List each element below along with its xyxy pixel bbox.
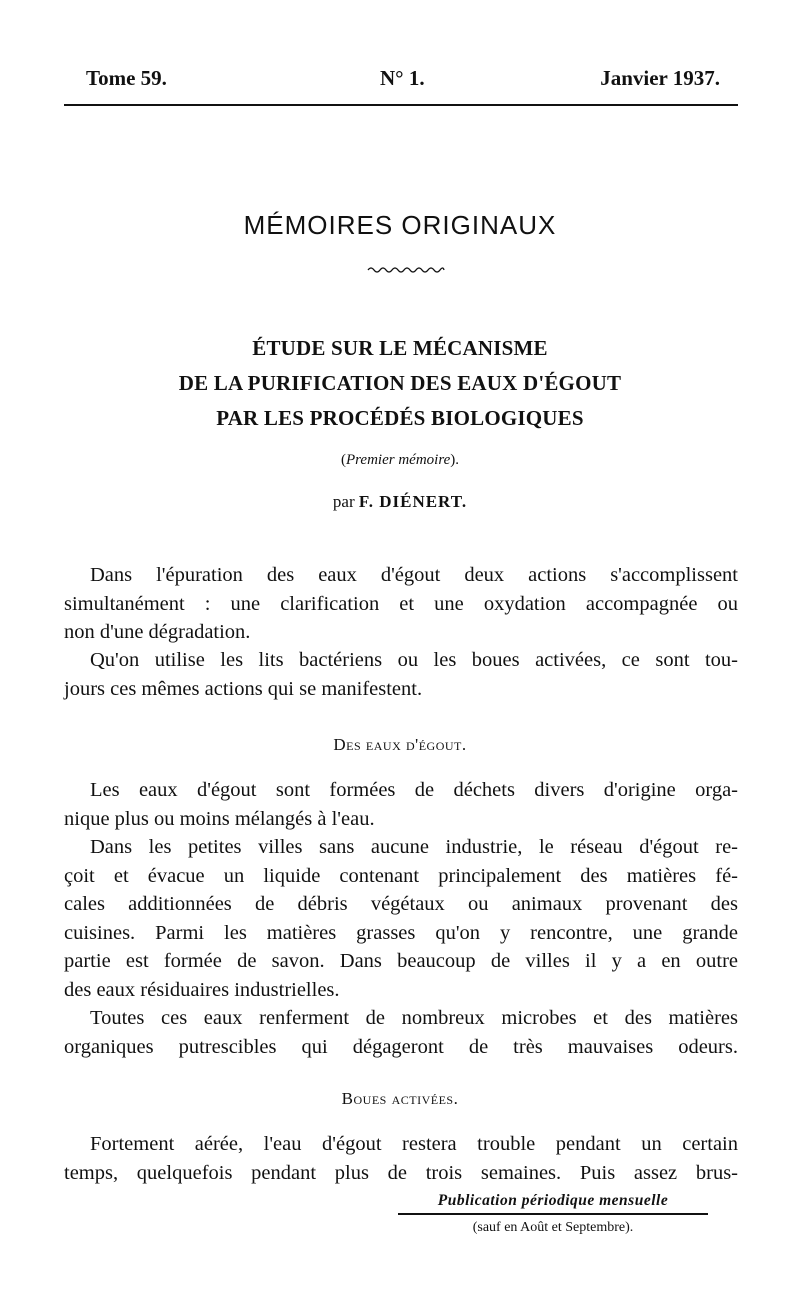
volume-label: Tome 59. (86, 66, 167, 90)
text-line: Dans les petites villes sans aucune industrie, le réseau d'égout re- (90, 836, 738, 858)
text-line: çoit et évacue un liquide contenant principalement des matières fé- (64, 864, 738, 887)
text-line: Dans l'épuration des eaux d'égout deux actions s'accomplissent (90, 564, 738, 586)
subtitle-close-paren: ). (450, 452, 460, 468)
text-line: non d'une dégradation. (64, 621, 251, 643)
text-line: Les eaux d'égout sont formées de déchets divers d'origine orga- (90, 779, 738, 801)
section-title: MÉMOIRES ORIGINAUX (243, 210, 557, 240)
publication-exception: (sauf en Août et Septembre). (472, 1220, 634, 1235)
issue-number: N° 1. (380, 66, 425, 90)
author-name: F. DIÉNERT. (358, 492, 468, 511)
text-line: cales additionnées de débris végétaux ou animaux provenant des (64, 893, 738, 915)
section2-paragraph-1 (64, 1130, 738, 1187)
text-line: temps, quelquefois pendant plus de trois semaines. Puis assez brus- (64, 1161, 738, 1184)
article-title-line-2: DE LA PURIFICATION DES EAUX D'ÉGOUT (178, 371, 622, 395)
article-subtitle (0, 452, 800, 469)
wavy-ornament (366, 264, 446, 274)
running-header (64, 66, 738, 96)
publication-note: Publication périodique mensuelle (437, 1192, 669, 1209)
issue-date: Janvier 1937. (600, 66, 720, 90)
article-title-line-1: ÉTUDE SUR LE MÉCANISME (252, 336, 548, 360)
subtitle-text: Premier mémoire (345, 452, 451, 468)
text-line: Toutes ces eaux renferment de nombreux microbes et des matières (90, 1007, 738, 1029)
section-heading-eaux: Des eaux d'égout. (333, 735, 467, 754)
author-line (0, 492, 800, 512)
text-line: des eaux résiduaires industrielles. (64, 978, 340, 1001)
section1-paragraph-3 (64, 1004, 738, 1061)
header-rule (64, 104, 738, 106)
section-heading-boues: Boues activées. (341, 1089, 459, 1108)
section1-paragraph-2 (64, 833, 738, 1004)
text-line: simultanément : une clarification et une oxydation accompagnée ou (64, 592, 738, 615)
text-line: Qu'on utilise les lits bactériens ou les boues activées, ce sont tou- (90, 649, 738, 671)
intro-paragraph-2 (64, 646, 738, 703)
text-line: jours ces mêmes actions qui se manifestent. (64, 677, 423, 700)
subtitle-open-paren: ( (340, 452, 346, 468)
text-line: organiques putrescibles qui dégageront de très mauvaises odeurs. (64, 1035, 738, 1058)
text-line: cuisines. Parmi les matières grasses qu'on y rencontre, une grande (64, 921, 738, 944)
text-line: Fortement aérée, l'eau d'égout restera trouble pendant un certain (90, 1133, 738, 1155)
article-title-line-3: PAR LES PROCÉDÉS BIOLOGIQUES (216, 406, 584, 430)
footer-rule (398, 1213, 708, 1215)
text-line: nique plus ou moins mélangés à l'eau. (64, 807, 375, 830)
text-line: partie est formée de savon. Dans beaucoup de villes il y a en outre (64, 950, 738, 972)
section1-paragraph-1 (64, 776, 738, 833)
author-prefix: par (332, 492, 355, 511)
intro-paragraph-1 (64, 561, 738, 647)
